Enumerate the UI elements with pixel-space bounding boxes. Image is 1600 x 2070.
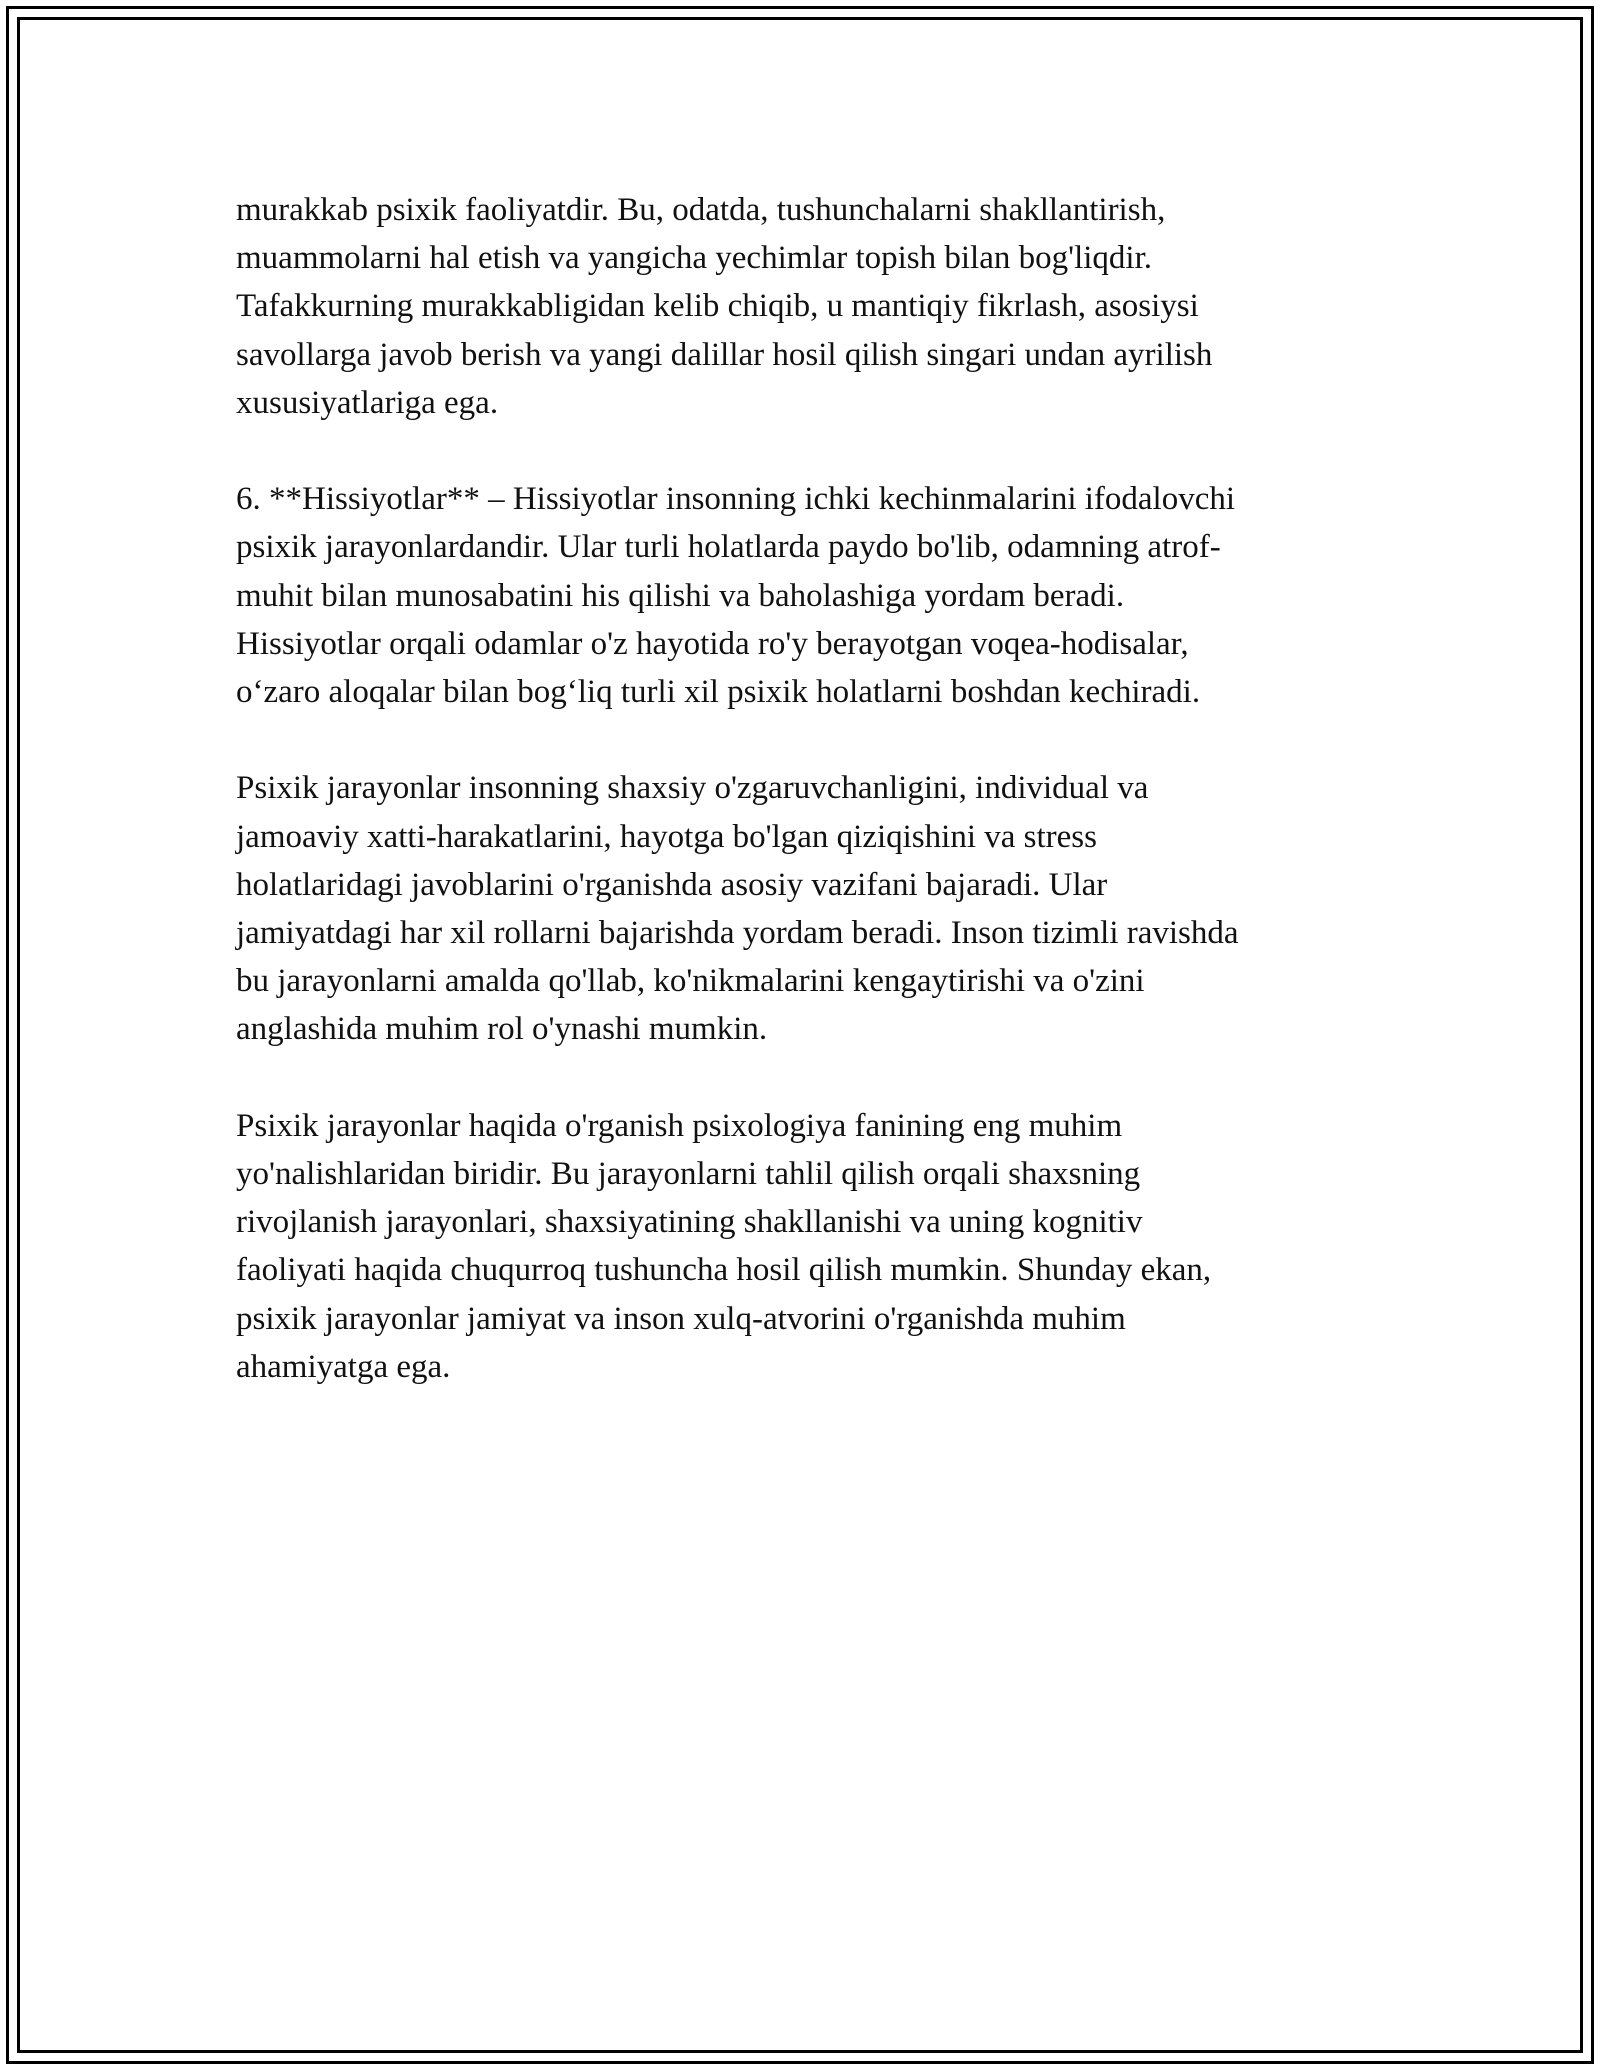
text-line: anglashida muhim rol o'ynashi mumkin. [236, 1011, 768, 1048]
text-line: psixik jarayonlar jamiyat va inson xulq-atvorini o'rganishda muhim [236, 1300, 1126, 1337]
text-line: 6. **Hissiyotlar** – Hissiyotlar insonning ichki kechinmalarini ifodalovchi [236, 481, 1236, 518]
text-line: jamoaviy xatti-harakatlarini, hayotga bo'lgan qiziqishini va stress [236, 818, 1097, 855]
paragraph-psixik-jarayonlar-conclusion [236, 1102, 1366, 1391]
text-line: ahamiyatga ega. [236, 1348, 451, 1385]
document-body [236, 186, 1366, 1391]
text-line: Psixik jarayonlar haqida o'rganish psixologiya fanining eng muhim [236, 1107, 1123, 1144]
text-line: psixik jarayonlardandir. Ular turli holatlarda paydo bo'lib, odamning atrof- [236, 529, 1221, 566]
text-line: Hissiyotlar orqali odamlar o'z hayotida ro'y berayotgan voqea-hodisalar, [236, 625, 1189, 662]
paragraph-psixik-jarayonlar-role [236, 764, 1366, 1053]
text-line: faoliyati haqida chuqurroq tushuncha hosil qilish mumkin. Shunday ekan, [236, 1252, 1212, 1289]
text-line: savollarga javob berish va yangi dalillar hosil qilish singari undan ayrilish [236, 336, 1213, 373]
text-line: yo'nalishlaridan biridir. Bu jarayonlarni tahlil qilish orqali shaxsning [236, 1156, 1141, 1193]
text-line: murakkab psixik faoliyatdir. Bu, odatda, tushunchalarni shakllantirish, [236, 192, 1166, 228]
text-line: Tafakkurning murakkabligidan kelib chiqib, u mantiqiy fikrlash, asosiysi [236, 288, 1199, 325]
paragraph-spacer [236, 716, 1366, 764]
paragraph-spacer [236, 427, 1366, 475]
text-line: holatlaridagi javoblarini o'rganishda asosiy vazifani bajaradi. Ular [236, 866, 1108, 903]
text-line: rivojlanish jarayonlari, shaxsiyatining shakllanishi va uning kognitiv [236, 1204, 1143, 1241]
paragraph-tafakkur-continuation [236, 186, 1366, 427]
text-line: o‘zaro aloqalar bilan bog‘liq turli xil psixik holatlarni boshdan kechiradi. [236, 674, 1201, 711]
text-line: muhit bilan munosabatini his qilishi va baholashiga yordam beradi. [236, 577, 1125, 614]
paragraph-spacer [236, 1054, 1366, 1102]
paragraph-hissiyotlar [236, 475, 1366, 716]
text-line: muammolarni hal etish va yangicha yechimlar topish bilan bog'liqdir. [236, 240, 1152, 277]
text-line: Psixik jarayonlar insonning shaxsiy o'zgaruvchanligini, individual va [236, 770, 1149, 807]
text-line: bu jarayonlarni amalda qo'llab, ko'nikmalarini kengaytirishi va o'zini [236, 963, 1145, 1000]
text-line: xususiyatlariga ega. [236, 384, 499, 421]
text-line: jamiyatdagi har xil rollarni bajarishda yordam beradi. Inson tizimli ravishda [236, 915, 1239, 952]
